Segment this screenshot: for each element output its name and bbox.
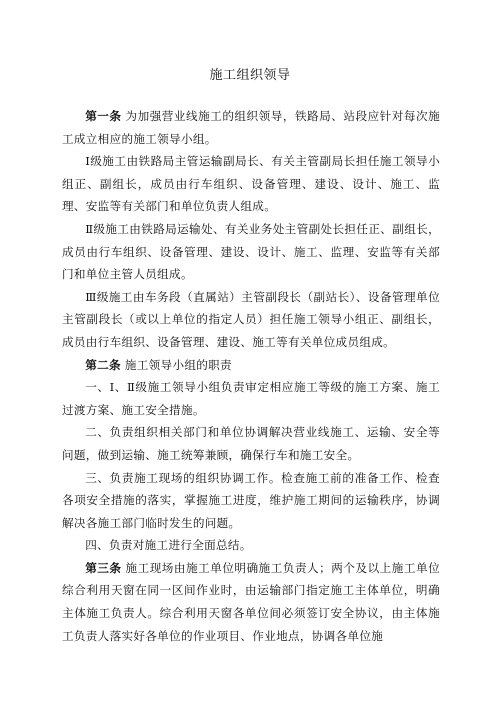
article-label: 第二条 [85, 357, 121, 372]
paragraph-duty-4 [62, 534, 440, 557]
paragraph-text: Ⅱ级施工由铁路局运输处、有关业务处主管副处长担任正、副组长，成员由行车组织、设备管理、建设、设计、施工、监理、安监等有关部门和单位主管人员组成。 [62, 221, 440, 282]
paragraph-duty-1 [62, 376, 440, 421]
paragraph-text: 施工现场由施工单位明确施工负责人；两个及以上施工单位综合利用天窗在同一区间作业时，由运输部门指定施工主体单位，明确主体施工负责人。综合利用天窗各单位间必须签订安全协议，由主体施工负责人落实好各单位的作业项目、作业地点，协调各单位施 [62, 560, 440, 643]
paragraph-level-1 [62, 150, 440, 218]
paragraph-text: 施工领导小组的职责 [124, 357, 232, 372]
paragraph-text: 为加强营业线施工的组织领导，铁路局、站段应针对每次施工成立相应的施工领导小组。 [62, 109, 440, 146]
paragraph-level-3 [62, 286, 440, 354]
document-title: 施工组织领导 [209, 68, 291, 83]
paragraph-duty-2 [62, 421, 440, 466]
paragraph-duty-3 [62, 467, 440, 535]
paragraph-text: 三、负责施工现场的组织协调工作。检查施工前的准备工作、检查各项安全措施的落实，掌握施工进度，维护施工期间的运输秩序，协调解决各施工部门临时发生的问题。 [62, 470, 440, 530]
paragraph-text: Ⅲ级施工由车务段（直属站）主管副段长（副站长）、设备管理单位主管副段长（或以上单位的指定人员）担任施工领导小组正、副组长，成员由行车组织、设备管理、建设、施工等有关单位成员组成。 [62, 289, 440, 349]
paragraph-text: 一、Ⅰ、Ⅱ级施工领导小组负责审定相应施工等级的施工方案、施工过渡方案、施工安全措施。 [62, 380, 440, 417]
paragraph-text: 四、负责对施工进行全面总结。 [85, 538, 252, 553]
paragraph-article-1 [62, 105, 440, 150]
paragraph-article-2 [62, 354, 440, 377]
paragraph-article-3 [62, 557, 440, 647]
article-label: 第三条 [85, 560, 122, 575]
paragraph-text: 二、负责组织相关部门和单位协调解决营业线施工、运输、安全等问题，做到运输、施工统筹兼顾，确保行车和施工安全。 [62, 425, 440, 462]
article-label: 第一条 [85, 109, 122, 123]
document-body [62, 105, 440, 647]
paragraph-level-2 [62, 218, 440, 286]
paragraph-text: Ⅰ级施工由铁路局主管运输副局长、有关主管副局长担任施工领导小组正、副组长，成员由行车组织、设备管理、建设、设计、施工、监理、安监等有关部门和单位负责人组成。 [62, 154, 440, 214]
